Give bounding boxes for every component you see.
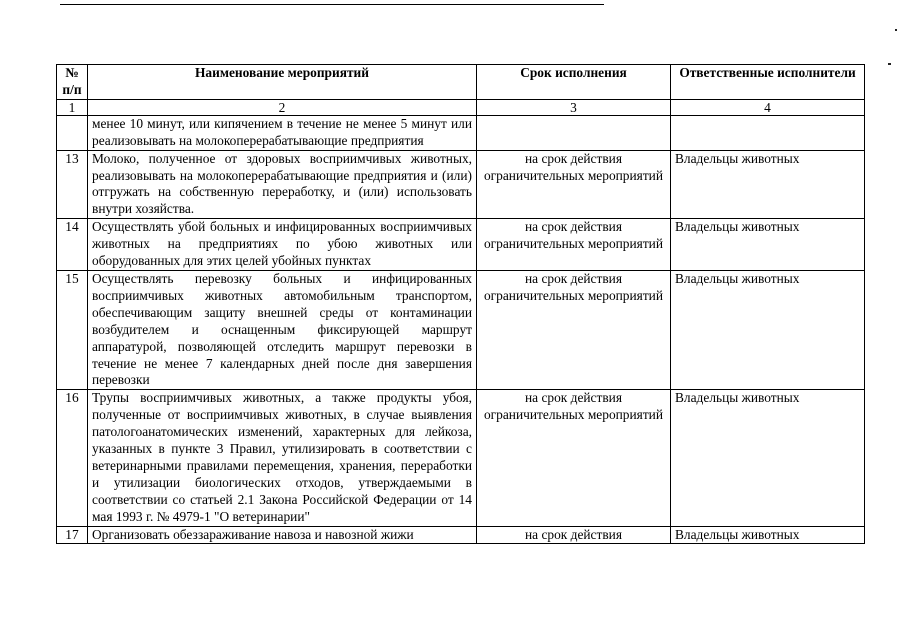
header-measure-name: Наименование мероприятий bbox=[88, 65, 477, 100]
top-rule bbox=[60, 4, 604, 5]
responsible: Владельцы животных bbox=[671, 270, 865, 389]
measure-name: менее 10 минут, или кипячением в течение не менее 5 минут или реализовывать на молокоперерабатывающие предприятия bbox=[88, 115, 477, 150]
table-row bbox=[57, 270, 865, 389]
column-index: 1 bbox=[57, 99, 88, 115]
scan-mark bbox=[888, 63, 891, 65]
measure-name: Трупы восприимчивых животных, а также продукты убоя, полученные от восприимчивых животных, в случае выявления патологоанатомических изменений, характерных для лейкоза, указанных в пункте 3 Правил, утилизировать в соответствии с ветеринарными правилами перемещения, хранения, переработки и утилизации биологических отходов, утверждаемыми в соответствии со статьей 2.1 Закона Российской Федерации от 14 мая 1993 г. № 4979-1 "О ветеринарии" bbox=[88, 390, 477, 526]
row-number bbox=[57, 115, 88, 150]
row-number: 17 bbox=[57, 526, 88, 544]
header-deadline: Срок исполнения bbox=[477, 65, 671, 100]
measure-name: Организовать обеззараживание навоза и навозной жижи bbox=[88, 526, 477, 544]
deadline: на срок действия bbox=[477, 526, 671, 544]
table-row bbox=[57, 526, 865, 544]
row-number: 14 bbox=[57, 219, 88, 271]
measure-name: Молоко, полученное от здоровых восприимчивых животных, реализовывать на молокоперерабатывающие предприятия и (или) отгружать на собственную переработку, и (или) использовать внутри хозяйства. bbox=[88, 150, 477, 219]
measure-name: Осуществлять перевозку больных и инфицированных восприимчивых животных автомобильным транспортом, обеспечивающим защиту внешней среды от контаминации возбудителем и оснащенным фиксирующей маршрут аппаратурой, позволяющей отследить маршрут перевозки в течение не менее 7 календарных дней после дня завершения перевозки bbox=[88, 270, 477, 389]
column-index-row bbox=[57, 99, 865, 115]
deadline: на срок действия ограничительных мероприятий bbox=[477, 390, 671, 526]
header-responsible: Ответственные исполнители bbox=[671, 65, 865, 100]
responsible: Владельцы животных bbox=[671, 390, 865, 526]
row-number: 16 bbox=[57, 390, 88, 526]
responsible: Владельцы животных bbox=[671, 526, 865, 544]
responsible: Владельцы животных bbox=[671, 219, 865, 271]
table-row bbox=[57, 115, 865, 150]
responsible: Владельцы животных bbox=[671, 150, 865, 219]
table-row bbox=[57, 390, 865, 526]
measures-table bbox=[56, 64, 865, 544]
responsible bbox=[671, 115, 865, 150]
header-number: № п/п bbox=[57, 65, 88, 100]
deadline: на срок действия ограничительных мероприятий bbox=[477, 219, 671, 271]
table-row bbox=[57, 219, 865, 271]
row-number: 15 bbox=[57, 270, 88, 389]
column-index: 4 bbox=[671, 99, 865, 115]
measure-name: Осуществлять убой больных и инфицированных восприимчивых животных на предприятиях по убою животных или оборудованных для этих целей убойных пунктах bbox=[88, 219, 477, 271]
deadline: на срок действия ограничительных мероприятий bbox=[477, 150, 671, 219]
row-number: 13 bbox=[57, 150, 88, 219]
column-index: 2 bbox=[88, 99, 477, 115]
header-row bbox=[57, 65, 865, 100]
table-row bbox=[57, 150, 865, 219]
column-index: 3 bbox=[477, 99, 671, 115]
deadline bbox=[477, 115, 671, 150]
scan-mark bbox=[895, 29, 897, 31]
deadline: на срок действия ограничительных мероприятий bbox=[477, 270, 671, 389]
